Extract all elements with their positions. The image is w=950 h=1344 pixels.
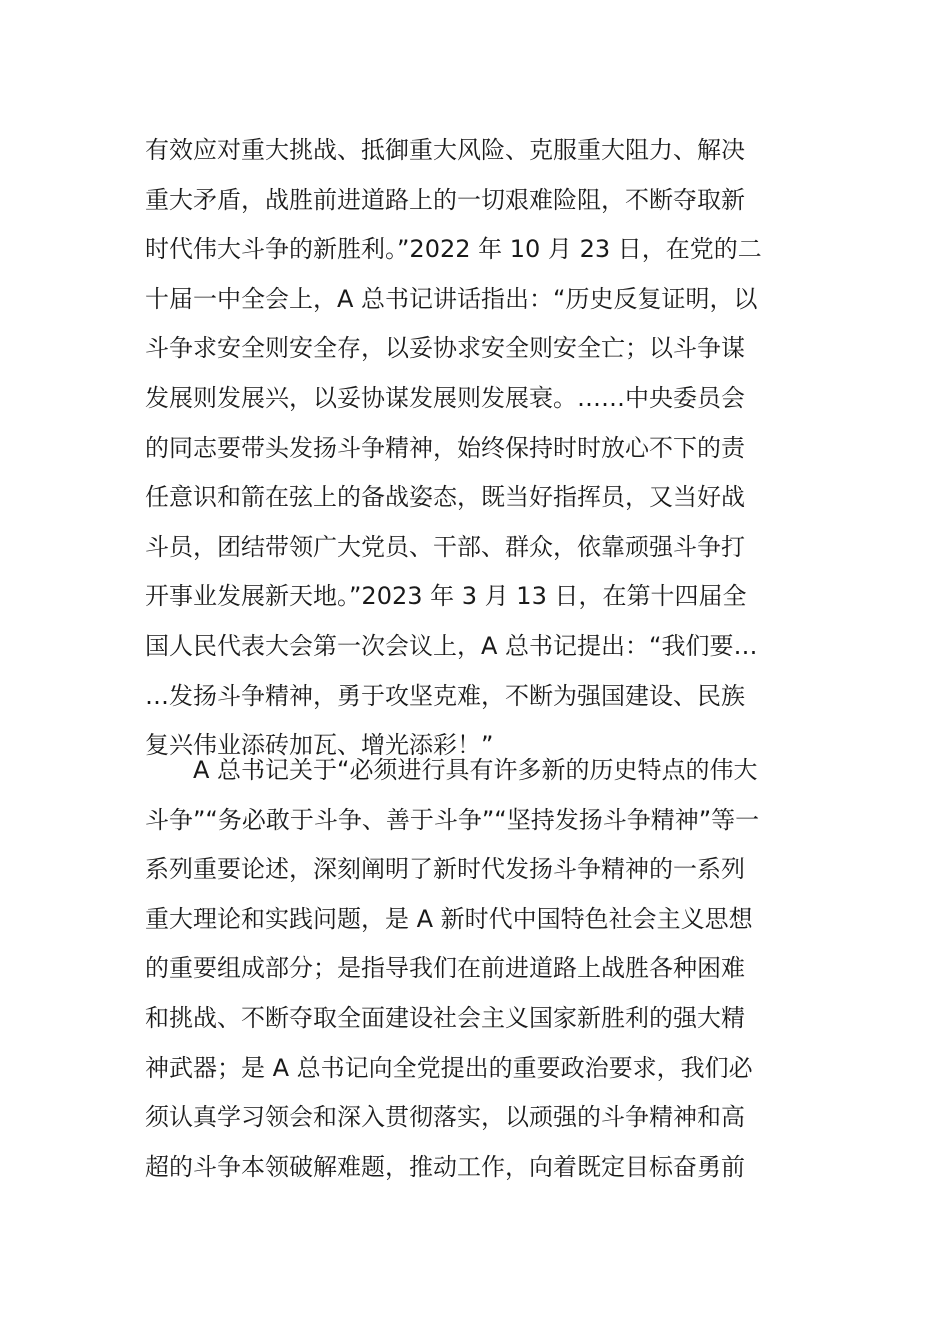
text-line: 国人民代表大会第一次会议上，A 总书记提出：“我们要… xyxy=(145,631,758,660)
text-line: 有效应对重大挑战、抵御重大风险、克服重大阻力、解决 xyxy=(145,136,745,164)
text-line: 系列重要论述，深刻阐明了新时代发扬斗争精神的一系列 xyxy=(145,855,745,884)
paragraph-next xyxy=(145,746,810,1192)
text-line: 重大理论和实践问题，是 A 新时代中国特色社会主义思想 xyxy=(145,904,753,933)
text-line: 任意识和箭在弦上的备战姿态，既当好指挥员，又当好战 xyxy=(145,483,745,512)
text-line: 和挑战、不断夺取全面建设社会主义国家新胜利的强大精 xyxy=(145,1003,745,1032)
text-line: 的同志要带头发扬斗争精神，始终保持时时放心不下的责 xyxy=(145,433,745,462)
text-line: …发扬斗争精神，勇于攻坚克难，不断为强国建设、民族 xyxy=(145,681,745,710)
text-line: 时代伟大斗争的新胜利。”2022 年 10 月 23 日，在党的二 xyxy=(145,235,762,264)
text-line: 斗员，团结带领广大党员、干部、群众，依靠顽强斗争打 xyxy=(145,532,745,561)
text-line: 的重要组成部分；是指导我们在前进道路上战胜各种困难 xyxy=(145,954,745,983)
text-line: 发展则发展兴，以妥协谋发展则发展衰。……中央委员会 xyxy=(145,383,745,412)
text-line: 斗争”“务必敢于斗争、善于斗争”“坚持发扬斗争精神”等一 xyxy=(145,805,760,834)
text-line: 重大矛盾，战胜前进道路上的一切艰难险阻，不断夺取新 xyxy=(145,185,745,214)
text-line: 超的斗争本领破解难题，推动工作，向着既定目标奋勇前 xyxy=(145,1152,745,1181)
text-line: 斗争求安全则安全存，以妥协求安全则安全亡；以斗争谋 xyxy=(145,334,745,363)
paragraph-continued xyxy=(145,126,810,771)
text-line: 开事业发展新天地。”2023 年 3 月 13 日，在第十四届全 xyxy=(145,582,747,611)
text-line: A 总书记关于“必须进行具有许多新的历史特点的伟大 xyxy=(145,756,758,784)
text-line: 须认真学习领会和深入贯彻落实，以顽强的斗争精神和高 xyxy=(145,1103,745,1132)
text-line: 复兴伟业添砖加瓦、增光添彩！” xyxy=(145,731,494,760)
text-line: 十届一中全会上，A 总书记讲话指出：“历史反复证明，以 xyxy=(145,284,758,313)
text-line: 神武器；是 A 总书记向全党提出的重要政治要求，我们必 xyxy=(145,1053,753,1082)
